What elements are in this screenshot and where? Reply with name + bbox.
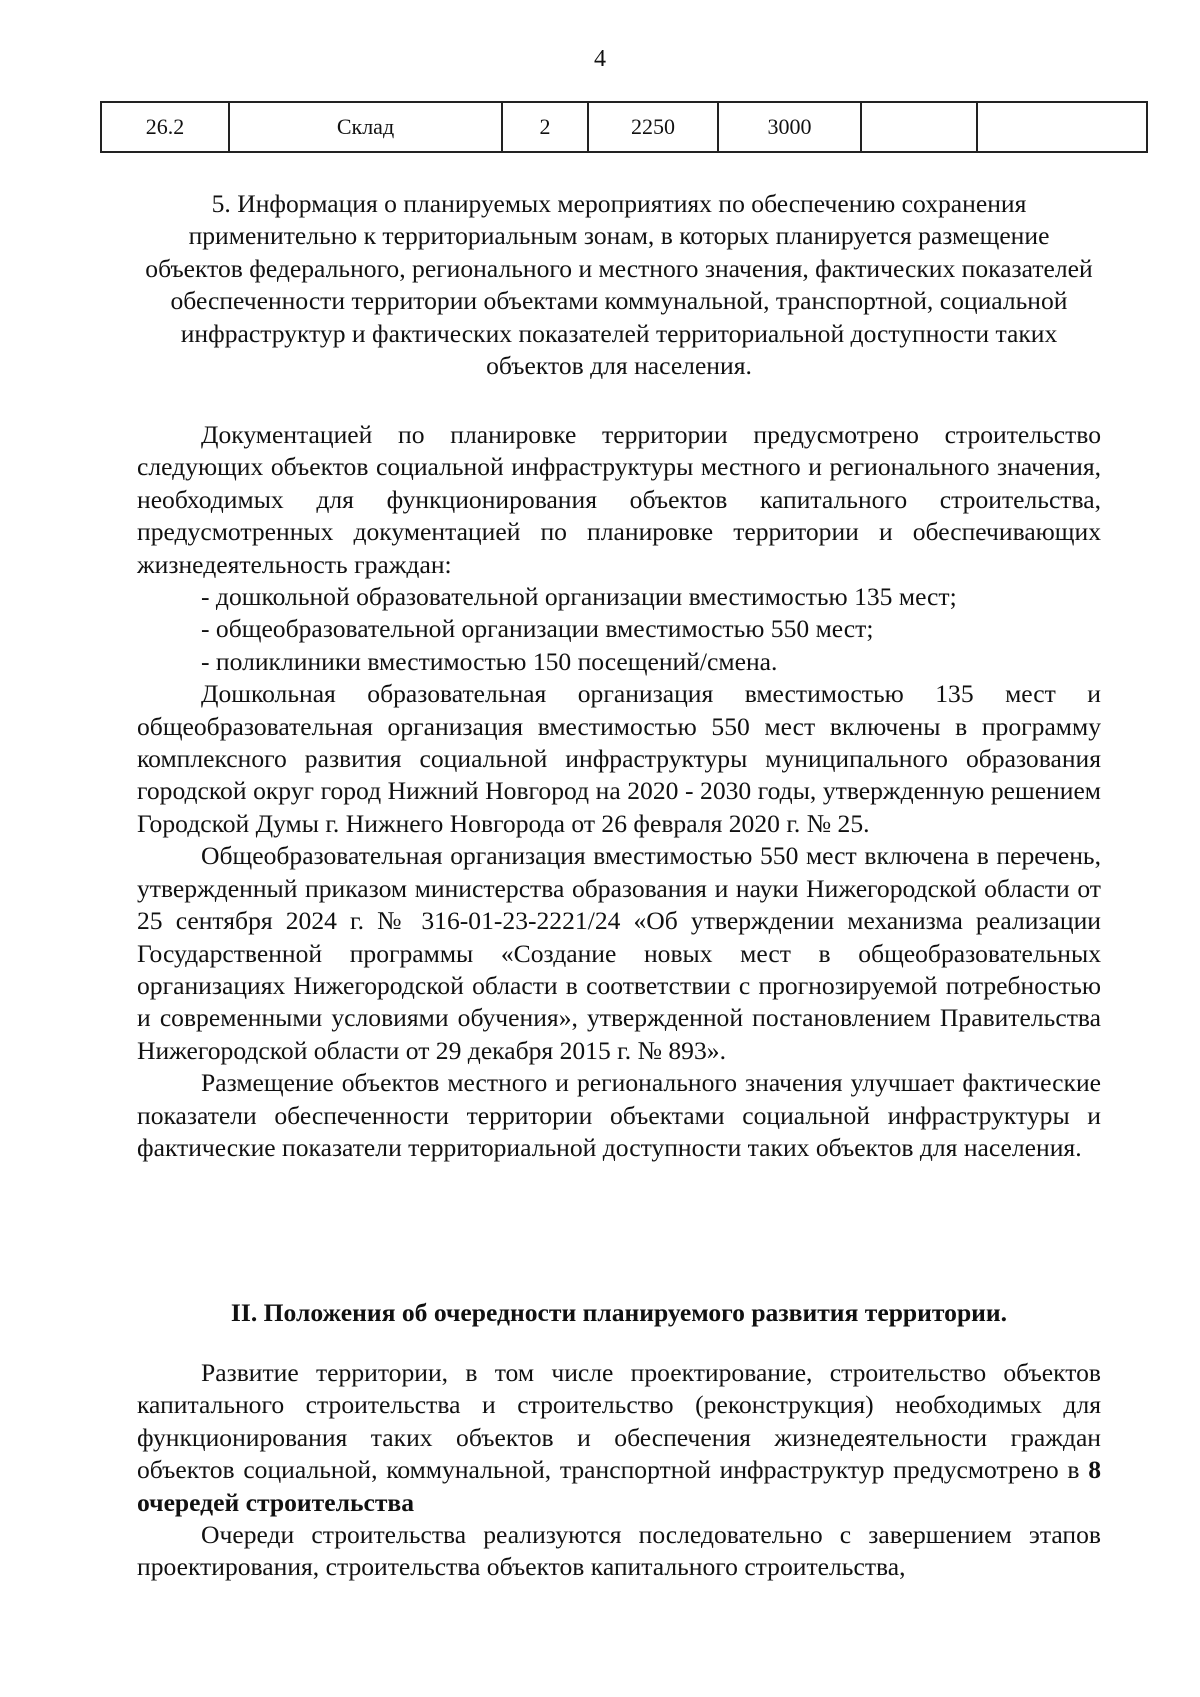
table-cell: 26.2	[101, 102, 229, 152]
table-cell: 2	[502, 102, 588, 152]
section-body-2	[137, 1357, 1101, 1584]
table-cell	[861, 102, 977, 152]
paragraph: Очереди строительства реализуются последовательно с завершением этапов проектирования, строительства объектов капитального строительства,	[137, 1520, 1101, 1582]
section-title: II. Положения об очередности планируемого развития территории.	[230, 1298, 1008, 1327]
paragraph: Дошкольная образовательная организация вместимостью 135 мест и общеобразовательная организация вместимостью 550 мест включены в программу комплексного развития социальной инфраструктуры муниципального образования городской округ город Нижний Новгород на 2020 - 2030 годы, утвержденную решением Городской Думы г. Нижнего Новгорода от 26 февраля 2020 г. № 25.	[137, 679, 1101, 838]
data-table	[100, 101, 1148, 153]
paragraph: Общеобразовательная организация вместимостью 550 мест включена в перечень, утвержденный приказом министерства образования и науки Нижегородской области от 25 сентября 2024 г. № 316-01-23-2221/24 «Об утверждении механизма реализации Государственной программы «Создание новых мест в общеобразовательных организациях Нижегородской области в соответствии с прогнозируемой потребностью и современными условиями обучения», утвержденной постановлением Правительства Нижегородской области от 29 декабря 2015 г. № 893».	[137, 841, 1101, 1065]
list-item: - общеобразовательной организации вместимостью 550 мест;	[201, 614, 874, 644]
table-row	[101, 102, 1147, 152]
section-body	[137, 419, 1101, 1164]
paragraph-text: Развитие территории, в том числе проектирование, строительство объектов капитального строительства и строительство (реконструкция) необходимых для функционирования таких объектов и обеспечения жизнедеятельности граждан объектов социальной, коммунальной, транспортной инфраструктур предусмотрено в	[137, 1358, 1101, 1485]
list-item: - поликлиники вместимостью 150 посещений/смена.	[201, 646, 778, 676]
table-cell: 2250	[588, 102, 718, 152]
paragraph	[137, 1357, 1101, 1519]
paragraph: Размещение объектов местного и регионального значения улучшает фактические показатели обеспеченности территории объектами социальной инфраструктуры и фактические показатели территориальной доступности таких объектов для населения.	[137, 1068, 1101, 1162]
paragraph: Документацией по планировке территории предусмотрено строительство следующих объектов социальной инфраструктуры местного и регионального значения, необходимых для функционирования объектов капитального строительства, предусмотренных документацией по планировке территории и обеспечивающих жизнедеятельность граждан:	[137, 420, 1101, 579]
table-cell: 3000	[718, 102, 861, 152]
list-item: - дошкольной образовательной организации вместимостью 135 мест;	[201, 582, 957, 612]
page-number: 4	[594, 46, 606, 72]
table-cell: Склад	[229, 102, 502, 152]
bold-text: 8 очередей строительства	[137, 1455, 1101, 1517]
table-cell	[977, 102, 1147, 152]
section-heading: 5. Информация о планируемых мероприятиях по обеспечению сохранения применительно к территориальным зонам, в которых планируется размещение объектов федерального, регионального и местного значения, фактических показателей обеспеченности территории объектами коммунальной, транспортной, социальной инфраструктур и фактических показателей территориальной доступности таких объектов для населения.	[145, 189, 1093, 381]
